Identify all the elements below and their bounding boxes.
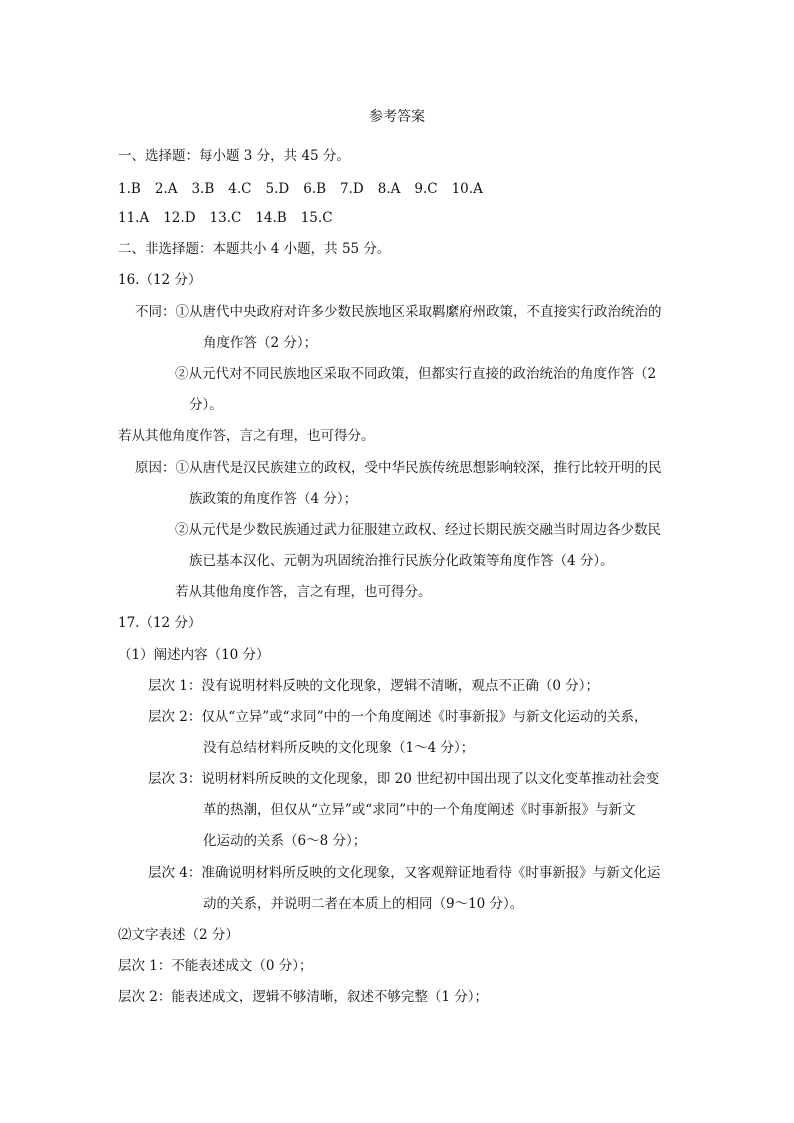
q17-part2-heading: ⑵文字表述（2 分） (118, 927, 239, 943)
mc-answer: 5.D (265, 181, 290, 197)
q17-level-1: 层次 1：没有说明材料反映的文化现象，逻辑不清晰，观点不正确（0 分）； (148, 678, 600, 694)
mc-answers-row1 (118, 180, 497, 198)
q16-difference-1-cont: 角度作答（2 分）； (203, 335, 318, 351)
q17-part1-heading: （1）阐述内容（10 分） (118, 647, 270, 663)
mc-answer: 3.B (191, 181, 215, 197)
q17-level-2-cont: 没有总结材料所反映的文化现象（1～4 分）； (203, 740, 475, 756)
q16-reason-2: ②从元代是少数民族通过武力征服建立政权、经过长期民族交融当时周边各少数民 (175, 522, 661, 538)
mc-answer: 15.C (300, 210, 333, 226)
mc-answer: 4.C (228, 181, 252, 197)
page-title: 参考答案 (369, 109, 425, 125)
mc-answer: 12.D (163, 210, 196, 226)
section1-heading: 一、选择题：每小题 3 分，共 45 分。 (118, 148, 350, 164)
mc-answer: 8.A (377, 181, 401, 197)
mc-answer: 9.C (414, 181, 438, 197)
mc-answer: 6.B (303, 181, 327, 197)
q16-note: 若从其他角度作答，言之有理，也可得分。 (175, 584, 432, 600)
q17-level-3: 层次 3：说明材料所反映的文化现象，即 20 世纪初中国出现了以文化变革推动社会变 (148, 771, 660, 787)
q16-number: 16.（12 分） (118, 272, 202, 288)
q17-level-3-cont: 革的热潮，但仅从“立异”或“求同”中的一个角度阐述《时事新报》与新文 (203, 802, 636, 818)
q17-writing-level-2: 层次 2：能表述成文，逻辑不够清晰，叙述不够完整（1 分）； (118, 989, 489, 1005)
q17-level-2: 层次 2：仅从“立异”或“求同”中的一个角度阐述《时事新报》与新文化运动的关系， (148, 709, 648, 725)
q16-reason-1-cont: 族政策的角度作答（4 分）； (189, 491, 358, 507)
q17-level-4-cont: 动的关系，并说明二者在本质上的相同（9～10 分）。 (203, 896, 524, 912)
mc-answer: 2.A (154, 181, 178, 197)
q17-level-4: 层次 4：准确说明材料所反映的文化现象，又客观辩证地看待《时事新报》与新文化运 (148, 865, 661, 881)
mc-answers-row2 (118, 209, 347, 227)
mc-answer: 14.B (255, 210, 287, 226)
mc-answer: 7.D (340, 181, 364, 197)
q16-reason-2-cont: 族已基本汉化、元朝为巩固统治推行民族分化政策等角度作答（4 分）。 (189, 553, 614, 569)
section2-heading: 二、非选择题：本题共小 4 小题，共 55 分。 (118, 241, 391, 257)
mc-answer: 1.B (118, 181, 141, 197)
q16-difference-1: 不同：①从唐代中央政府对许多少数民族地区采取羁縻府州政策，不直接实行政治统治的 (135, 304, 662, 320)
q16-note: 若从其他角度作答，言之有理，也可得分。 (118, 428, 375, 444)
q17-writing-level-1: 层次 1：不能表述成文（0 分）； (118, 958, 313, 974)
mc-answer: 10.A (451, 181, 483, 197)
q17-level-3-cont: 化运动的关系（6～8 分）； (203, 833, 367, 849)
q16-difference-2: ②从元代对不同民族地区采取不同政策，但都实行直接的政治统治的角度作答（2 (175, 366, 657, 382)
mc-answer: 11.A (118, 210, 150, 226)
q16-difference-2-cont: 分）。 (189, 397, 223, 413)
q16-reason-1: 原因：①从唐代是汉民族建立的政权，受中华民族传统思想影响较深，推行比较开明的民 (135, 460, 662, 476)
q17-number: 17.（12 分） (118, 615, 202, 631)
mc-answer: 13.C (209, 210, 242, 226)
